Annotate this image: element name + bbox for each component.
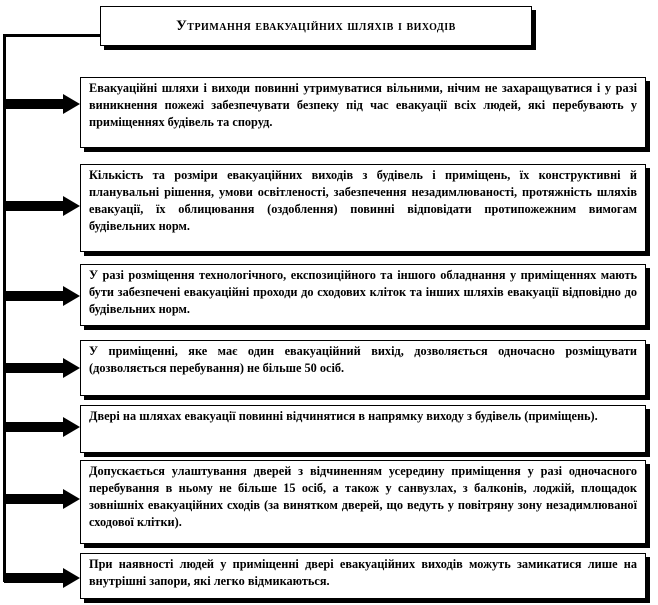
rule-box	[80, 553, 646, 599]
rule-text: Евакуаційні шляхи і виходи повинні утримуватися вільними, нічим не захаращуватися і у разі виникнення пожежі забезпечувати безпеку під час евакуації всіх людей, які перебувають у приміщеннях будівель та споруд.	[89, 81, 637, 129]
arrow-right-icon	[5, 489, 80, 509]
rule-text: У разі розміщення технологічного, експозиційного та іншого обладнання у приміщеннях мають бути забезпечені евакуаційні проходи до сходових кліток та інших шляхів евакуації відповідно до будівельних норм.	[89, 268, 637, 316]
title-box	[100, 6, 532, 46]
rule-text: Допускається улаштування дверей з відчиненням усередину приміщення у разі одночасного перебування в ньому не більше 15 осіб, а також у санвузлах, з балконів, лоджій, площадок зовнішніх евакуаційних сходів (за винятком дверей, що ведуть у повітряну зону незадимлюваної сходової клітки).	[89, 464, 637, 529]
arrow-right-icon	[5, 417, 80, 437]
rule-box	[80, 77, 646, 148]
rule-text: У приміщенні, яке має один евакуаційний вихід, дозволяється одночасно розміщувати (дозволяється перебування) не більше 50 осіб.	[89, 344, 637, 375]
arrow-right-icon	[5, 286, 80, 306]
arrow-right-icon	[5, 358, 80, 378]
rule-box	[80, 460, 646, 544]
arrow-right-icon	[5, 196, 80, 216]
rule-text: Двері на шляхах евакуації повинні відчинятися в напрямку виходу з будівель (приміщень).	[89, 409, 598, 423]
rule-box	[80, 164, 646, 252]
arrow-right-icon	[5, 94, 80, 114]
title-connector-line	[3, 34, 100, 36]
diagram-title: Утримання евакуаційних шляхів і виходів	[176, 17, 456, 34]
rule-box	[80, 340, 646, 396]
rule-box	[80, 405, 646, 453]
arrow-right-icon	[5, 568, 80, 588]
rule-text: При наявності людей у приміщенні двері евакуаційних виходів можуть замикатися лише на внутрішні запори, які легко відмикаються.	[89, 557, 637, 588]
rule-text: Кількість та розміри евакуаційних виходів з будівель і приміщень, їх конструктивні й планувальні рішення, умови освітленості, забезпечення незадимлюваності, протяжність шляхів евакуації, їх облицювання (оздоблення) повинні відповідати протипожежним вимогам будівельних норм.	[89, 168, 637, 233]
rule-box	[80, 264, 646, 326]
